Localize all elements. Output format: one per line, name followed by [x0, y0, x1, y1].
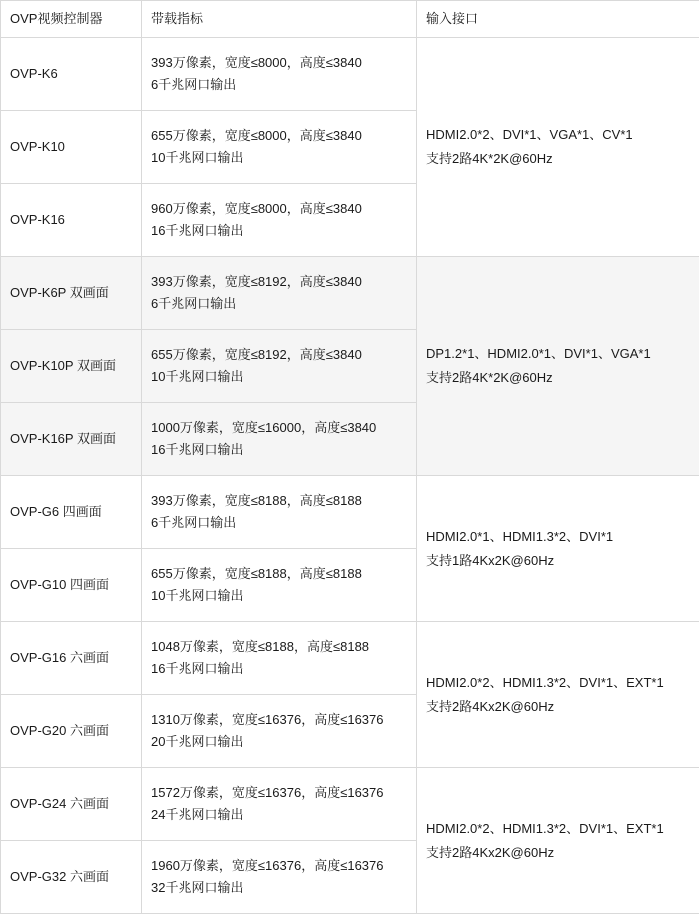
perf-line-pixels: 1572万像素，宽度≤16376，高度≤16376 [151, 783, 408, 803]
cell-model: OVP-G10 四画面 [1, 549, 142, 622]
io-line-interfaces: HDMI2.0*2、DVI*1、VGA*1、CV*1 [426, 125, 691, 145]
io-line-interfaces: DP1.2*1、HDMI2.0*1、DVI*1、VGA*1 [426, 344, 691, 364]
perf-line-pixels: 655万像素，宽度≤8188，高度≤8188 [151, 564, 408, 584]
perf-line-ports: 16千兆网口输出 [151, 659, 408, 679]
perf-line-pixels: 655万像素，宽度≤8192，高度≤3840 [151, 345, 408, 365]
perf-line-ports: 6千兆网口输出 [151, 294, 408, 314]
perf-line-pixels: 1048万像素，宽度≤8188，高度≤8188 [151, 637, 408, 657]
perf-line-pixels: 393万像素，宽度≤8188，高度≤8188 [151, 491, 408, 511]
cell-model: OVP-G32 六画面 [1, 841, 142, 914]
perf-line-pixels: 1000万像素，宽度≤16000，高度≤3840 [151, 418, 408, 438]
cell-performance [142, 111, 417, 184]
io-line-interfaces: HDMI2.0*1、HDMI1.3*2、DVI*1 [426, 527, 691, 547]
perf-line-ports: 6千兆网口输出 [151, 513, 408, 533]
cell-io [417, 768, 699, 914]
cell-performance [142, 768, 417, 841]
table-header [1, 1, 699, 38]
cell-performance [142, 184, 417, 257]
cell-model: OVP-G16 六画面 [1, 622, 142, 695]
cell-performance [142, 476, 417, 549]
table-body [1, 38, 699, 914]
cell-performance [142, 330, 417, 403]
cell-model: OVP-G20 六画面 [1, 695, 142, 768]
cell-model: OVP-K10P 双画面 [1, 330, 142, 403]
io-line-support: 支持2路4K*2K@60Hz [426, 149, 691, 169]
cell-model: OVP-K16 [1, 184, 142, 257]
cell-model: OVP-K10 [1, 111, 142, 184]
cell-performance [142, 549, 417, 622]
cell-model: OVP-G24 六画面 [1, 768, 142, 841]
perf-line-pixels: 960万像素，宽度≤8000，高度≤3840 [151, 199, 408, 219]
table-row [1, 257, 699, 330]
perf-line-pixels: 393万像素，宽度≤8192，高度≤3840 [151, 272, 408, 292]
io-line-interfaces: HDMI2.0*2、HDMI1.3*2、DVI*1、EXT*1 [426, 673, 691, 693]
cell-performance [142, 403, 417, 476]
perf-line-ports: 10千兆网口输出 [151, 148, 408, 168]
cell-io [417, 622, 699, 768]
io-line-support: 支持2路4Kx2K@60Hz [426, 697, 691, 717]
cell-performance [142, 257, 417, 330]
io-line-support: 支持2路4Kx2K@60Hz [426, 843, 691, 863]
perf-line-pixels: 655万像素，宽度≤8000，高度≤3840 [151, 126, 408, 146]
io-line-support: 支持2路4K*2K@60Hz [426, 368, 691, 388]
perf-line-pixels: 1310万像素，宽度≤16376，高度≤16376 [151, 710, 408, 730]
table-row [1, 622, 699, 695]
cell-performance [142, 841, 417, 914]
io-line-interfaces: HDMI2.0*2、HDMI1.3*2、DVI*1、EXT*1 [426, 819, 691, 839]
perf-line-ports: 32千兆网口输出 [151, 878, 408, 898]
column-header-performance: 带载指标 [142, 1, 417, 38]
cell-io [417, 257, 699, 476]
perf-line-pixels: 1960万像素，宽度≤16376，高度≤16376 [151, 856, 408, 876]
table-row [1, 768, 699, 841]
perf-line-ports: 6千兆网口输出 [151, 75, 408, 95]
column-header-io: 输入接口 [417, 1, 699, 38]
cell-performance [142, 622, 417, 695]
perf-line-ports: 20千兆网口输出 [151, 732, 408, 752]
perf-line-ports: 16千兆网口输出 [151, 440, 408, 460]
table-row [1, 476, 699, 549]
cell-io [417, 38, 699, 257]
cell-model: OVP-K6P 双画面 [1, 257, 142, 330]
cell-io [417, 476, 699, 622]
perf-line-ports: 16千兆网口输出 [151, 221, 408, 241]
io-line-support: 支持1路4Kx2K@60Hz [426, 551, 691, 571]
perf-line-ports: 10千兆网口输出 [151, 586, 408, 606]
cell-model: OVP-K16P 双画面 [1, 403, 142, 476]
perf-line-pixels: 393万像素，宽度≤8000，高度≤3840 [151, 53, 408, 73]
perf-line-ports: 24千兆网口输出 [151, 805, 408, 825]
column-header-model: OVP视频控制器 [1, 1, 142, 38]
perf-line-ports: 10千兆网口输出 [151, 367, 408, 387]
table-row [1, 38, 699, 111]
table-header-row [1, 1, 699, 38]
cell-performance [142, 38, 417, 111]
cell-model: OVP-G6 四画面 [1, 476, 142, 549]
cell-performance [142, 695, 417, 768]
cell-model: OVP-K6 [1, 38, 142, 111]
